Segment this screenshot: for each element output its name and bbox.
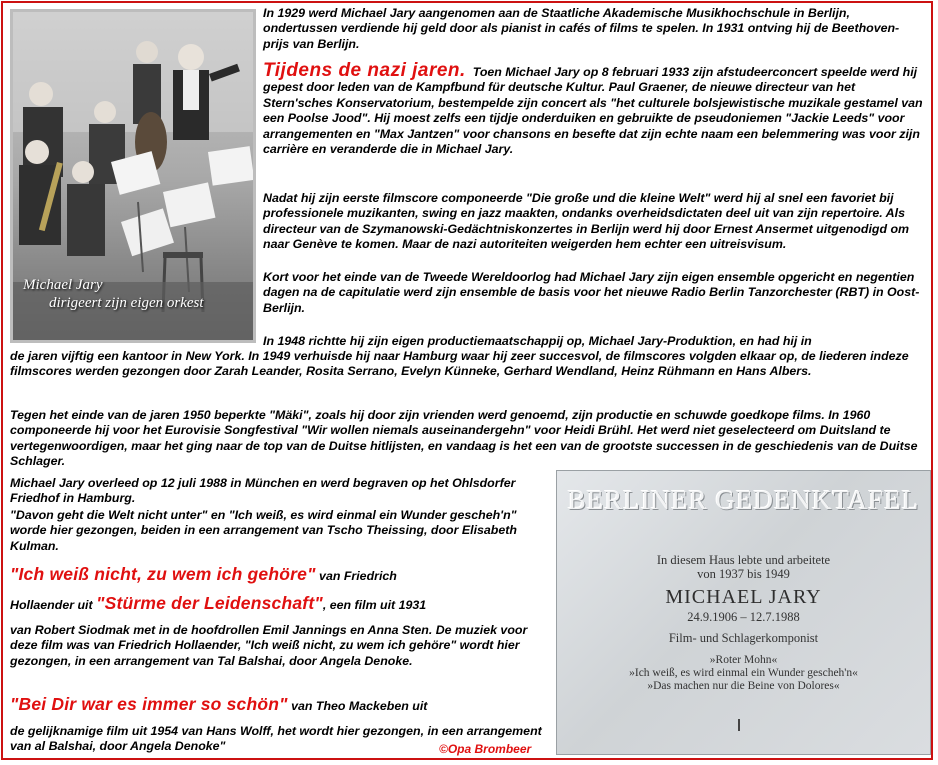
plaque-line-2: von 1937 bis 1949 — [697, 567, 790, 581]
intro-paragraph: In 1929 werd Michael Jary aangenomen aan de Staatliche Akademische Musikhochschule in Berlijn, ondertussen verdiende hij geld door als pianist in cafés of films te spelen. In 1931 ontving hij de Beethoven-prijs van Berlijn. — [263, 6, 900, 51]
song1-paragraph: van Robert Siodmak met in de hoofdrollen Emil Jannings en Anna Sten. De muziek voor deze film was van Friedrich Hollaender, "Ich weiß nicht, zu wem ich gehöre" wordt hier gezongen, in een arrangement van Tal Balshai, door Angela Denoke. — [10, 623, 528, 668]
song1-line2-prefix: Hollaender uit — [10, 598, 93, 612]
memorial-plaque — [556, 470, 931, 755]
song1-film-line — [10, 593, 555, 613]
death-paragraph: Michael Jary overleed op 12 juli 1988 in München en werd begraven op het Ohlsdorfer Friedhof in Hamburg. — [10, 476, 516, 506]
production-paragraph-rest: de jaren vijftig een kantoor in New York. In 1949 verhuisde hij naar Hamburg waar hij zeer succesvol, de filmscores volgden elkaar op, de liederen indeze filmscores werden gezongen door Zarah Leander, Rosita Serrano, Evelyn Künneke, Gerhard Wendland, Heinz Rühmann en Hans Albers. — [10, 349, 909, 379]
nazi-heading: Tijdens de nazi jaren. — [263, 60, 466, 81]
plaque-line-1: In diesem Haus lebte und arbeitete — [656, 553, 831, 567]
plaque-song-2: »Ich weiß, es wird einmal ein Wunder gescheh'n« — [629, 667, 858, 679]
song1-title-after: van Friedrich — [319, 569, 397, 583]
copyright-credit: ©Opa Brombeer — [439, 742, 532, 756]
plaque-song-3: »Das machen nur die Beine von Dolores« — [647, 680, 840, 692]
filmscore-paragraph: Nadat hij zijn eerste filmscore componeerde "Die große und die kleine Welt" werd hij al snel een favoriet bij professionele muzikanten, swing en jazz maakten, ondanks overheidsdictaten deel uit van zijn repertoire. Als directeur van de Szymanowski-Gedächtniskonzertes in Berlijn werd hij door Ernest Ansermet uitgenodigd om naar Genève te komen. Maar de nazi autoriteiten weigerden hem echter een uitreisvisum. — [263, 191, 910, 252]
song2-title-after: van Theo Mackeben uit — [291, 699, 428, 713]
song2-title: "Bei Dir war es immer so schön" — [10, 694, 288, 714]
plaque-song-1: »Roter Mohn« — [709, 654, 778, 666]
plaque-role: Film- und Schlagerkomponist — [668, 631, 819, 645]
song1-line2-suffix: , een film uit 1931 — [322, 598, 427, 612]
plaque-name: MICHAEL JARY — [665, 586, 822, 608]
plaque-title: BERLINER GEDENKTAFEL — [567, 485, 920, 515]
song1-title: "Ich weiß nicht, zu wem ich gehöre" — [10, 564, 316, 584]
photo-caption — [23, 276, 204, 312]
nazi-paragraph: Toen Michael Jary op 8 februari 1933 zijn afstudeerconcert speelde werd hij gepest door leden van de Kampfbund für deutsche Kultur. Paul Graener, de nieuwe directeur van het Stern'sches Konservatorium, bestempelde zijn concert als "het culturele bolsjewistische muzikale gestamel van een Poolse Jood". Hij moest zelfs een tijdje onderduiken en gebruikte de pseudoniemen "Jackie Leeds" voor arrangementen en "Max Jantzen" voor chansons en besefte dat zijn echte naam een belemmering was voor zijn carrière en veranderde die in Michael Jary. — [263, 65, 923, 157]
production-paragraph-start: In 1948 richtte hij zijn eigen productiemaatschappij op, Michael Jary-Produktion, en had hij in — [263, 334, 812, 348]
late-career-paragraph: Tegen het einde van de jaren 1950 beperkte "Mäki", zoals hij door zijn vrienden werd genoemd, zijn productie en schuwde goedkope films. In 1960 componeerde hij voor het Eurovisie Songfestival "Wir wollen niemals auseinandergehn" voor Heidi Brühl. Het werd niet geselecteerd om Duitsland te vertegenwoordigen, maar het ging naar de top van de Duitse hitlijsten, en vandaag is het een van de grootste successen in de geschiedenis van de Duitse Schlager. — [10, 408, 918, 469]
plaque-dates: 24.9.1906 – 12.7.1988 — [687, 610, 800, 624]
song1-title-line — [10, 564, 555, 584]
song1-film-title: "Stürme der Leidenschaft" — [96, 593, 323, 613]
ensemble-paragraph: Kort voor het einde van de Tweede Wereldoorlog had Michael Jary zijn eigen ensemble opgericht en negentien dagen na de capitulatie werd zijn ensemble de basis voor het nieuwe Radio Berlin Tanzorchester (RBT) in Oost-Berlijn. — [263, 270, 920, 315]
song2-title-line — [10, 694, 555, 714]
photo-caption-line-2: dirigeert zijn eigen orkest — [49, 295, 204, 311]
song2-paragraph: de gelijknamige film uit 1954 van Hans Wolff, het wordt hier gezongen, in een arrangement van al Balshai, door Angela Denoke" — [10, 724, 542, 754]
orchestra-photo — [10, 9, 256, 343]
photo-caption-line-1: Michael Jary — [23, 277, 103, 293]
davon-paragraph: "Davon geht die Welt nicht unter" en "Ich weiß, es wird einmal ein Wunder gescheh'n" worde hier gezongen, beiden in een arrangement van Tscho Theissing, door Elisabeth Kulman. — [10, 508, 517, 553]
nazi-section — [263, 60, 923, 157]
plaque-mark — [738, 719, 740, 731]
